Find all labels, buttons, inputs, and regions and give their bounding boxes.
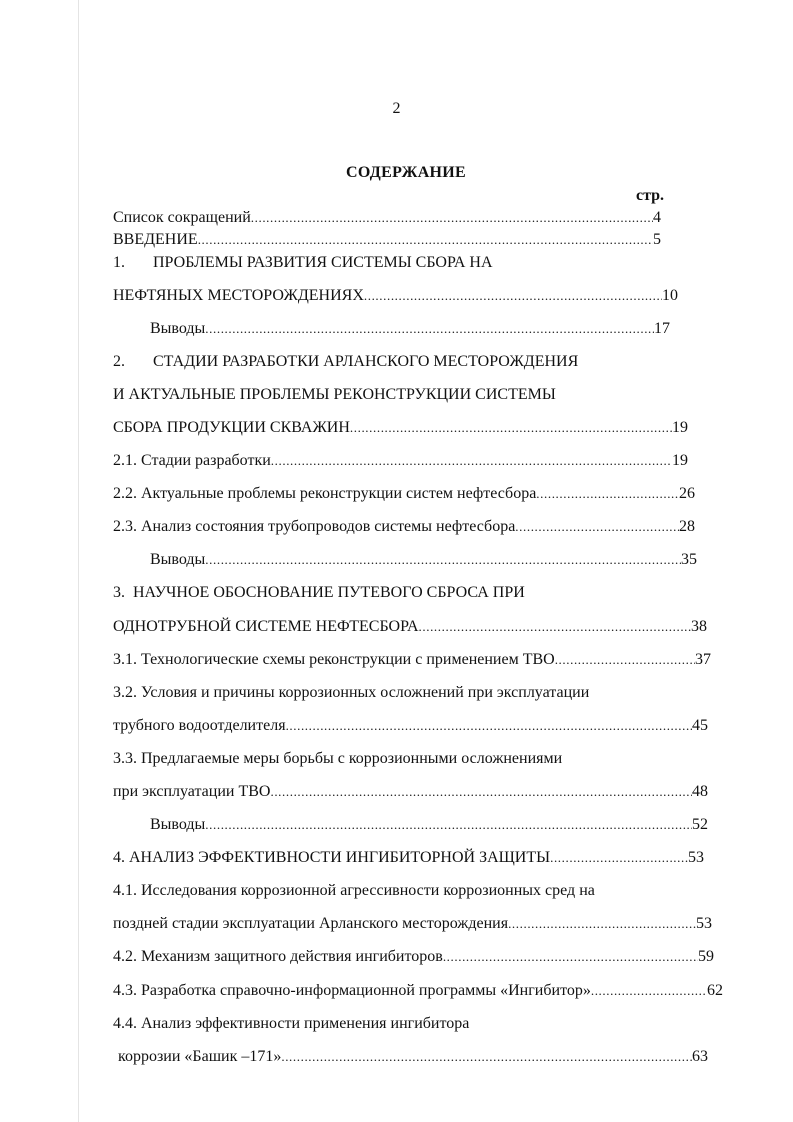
dot-leader [286, 715, 692, 737]
toc-entry-text: 4.2. Механизм защитного действия ингибиторов [113, 948, 443, 965]
toc-entry-page: 35 [681, 551, 697, 568]
dot-leader [364, 285, 662, 307]
toc-entry-page: 53 [696, 915, 712, 932]
toc-entry-text: ВВЕДЕНИЕ [113, 231, 198, 248]
page-number: 2 [392, 100, 401, 117]
toc-entry-page: 62 [707, 982, 723, 999]
toc-entry-chapter-1[interactable] [113, 285, 678, 307]
dot-leader [443, 946, 698, 968]
toc-title: СОДЕРЖАНИЕ [345, 164, 467, 181]
page-column-header: стр. [636, 187, 665, 204]
dot-leader [270, 781, 692, 803]
toc-entry-4-4[interactable] [118, 1046, 708, 1068]
dot-leader [281, 1046, 692, 1068]
toc-3-3-heading[interactable]: 3.3. Предлагаемые меры борьбы с коррозионными осложнениями [113, 750, 563, 767]
dot-leader [205, 318, 654, 340]
toc-entry-2-1[interactable] [113, 450, 688, 472]
toc-entry-2-3[interactable] [113, 516, 695, 538]
dot-leader [198, 229, 653, 251]
toc-entry-text: 2.3. Анализ состояния трубопроводов системы нефтесбора [113, 518, 516, 535]
toc-entry-3-1[interactable] [113, 649, 711, 671]
toc-entry-chapter-3[interactable] [113, 616, 707, 638]
toc-entry-2-2[interactable] [113, 483, 695, 505]
toc-4-1-heading[interactable]: 4.1. Исследования коррозионной агрессивности коррозионных сред на [113, 882, 595, 899]
toc-entry-text: 4. АНАЛИЗ ЭФФЕКТИВНОСТИ ИНГИБИТОРНОЙ ЗАЩИТЫ [113, 849, 551, 866]
toc-entry-chapter-1-conclusions[interactable] [150, 318, 670, 340]
toc-entry-page: 19 [672, 452, 688, 469]
toc-entry-chapter-2[interactable] [113, 417, 688, 439]
toc-entry-text: Выводы [150, 320, 206, 337]
dot-leader [515, 516, 679, 538]
toc-entry-page: 4 [653, 209, 661, 226]
toc-entry-introduction[interactable] [113, 229, 661, 251]
toc-entry-page: 17 [654, 320, 670, 337]
toc-entry-4-3[interactable] [113, 980, 723, 1002]
toc-4-4-heading[interactable]: 4.4. Анализ эффективности применения ингибитора [113, 1015, 470, 1032]
toc-entry-page: 63 [692, 1048, 708, 1065]
dot-leader [350, 417, 672, 439]
toc-entry-page: 28 [679, 518, 695, 535]
toc-entry-page: 38 [691, 618, 707, 635]
toc-chapter-2-heading[interactable]: 2. СТАДИИ РАЗРАБОТКИ АРЛАНСКОГО МЕСТОРОЖДЕНИЯ [113, 353, 579, 370]
toc-entry-page: 37 [695, 651, 711, 668]
toc-entry-3-3[interactable] [113, 781, 708, 803]
dot-leader [555, 649, 695, 671]
toc-entry-chapter-2-conclusions[interactable] [150, 549, 697, 571]
dot-leader [205, 814, 692, 836]
toc-entry-abbreviations[interactable] [113, 207, 661, 229]
toc-entry-text: Список сокращений [113, 209, 251, 226]
toc-entry-text: ОДНОТРУБНОЙ СИСТЕМЕ НЕФТЕСБОРА [113, 618, 419, 635]
toc-entry-page: 10 [662, 287, 678, 304]
toc-entry-page: 5 [653, 231, 661, 248]
dot-leader [550, 847, 688, 869]
toc-chapter-2-heading-cont[interactable]: И АКТУАЛЬНЫЕ ПРОБЛЕМЫ РЕКОНСТРУКЦИИ СИСТЕМЫ [113, 386, 556, 403]
toc-entry-text: коррозии «Башик –171» [118, 1048, 282, 1065]
toc-entry-text: Выводы [150, 816, 206, 833]
dot-leader [251, 207, 653, 229]
toc-entry-text: СБОРА ПРОДУКЦИИ СКВАЖИН [113, 419, 350, 436]
toc-entry-chapter-4[interactable] [113, 847, 704, 869]
dot-leader [205, 549, 681, 571]
dot-leader [271, 450, 672, 472]
toc-entry-page: 48 [692, 783, 708, 800]
toc-entry-text: трубного водоотделителя [113, 717, 286, 734]
toc-entry-text: НЕФТЯНЫХ МЕСТОРОЖДЕНИЯХ [113, 287, 364, 304]
toc-entry-page: 52 [692, 816, 708, 833]
toc-3-2-heading[interactable]: 3.2. Условия и причины коррозионных осложнений при эксплуатации [113, 684, 590, 701]
toc-entry-text: 3.1. Технологические схемы реконструкции с применением ТВО [113, 651, 555, 668]
toc-entry-page: 26 [679, 485, 695, 502]
dot-leader [419, 616, 691, 638]
toc-chapter-1-heading[interactable]: 1. ПРОБЛЕМЫ РАЗВИТИЯ СИСТЕМЫ СБОРА НА [113, 254, 493, 271]
toc-entry-text: Выводы [150, 551, 206, 568]
toc-entry-text: 4.3. Разработка справочно-информационной программы «Ингибитор» [113, 982, 591, 999]
toc-entry-4-2[interactable] [113, 946, 714, 968]
dot-leader [591, 980, 707, 1002]
toc-entry-chapter-3-conclusions[interactable] [150, 814, 708, 836]
toc-chapter-3-heading[interactable]: 3. НАУЧНОЕ ОБОСНОВАНИЕ ПУТЕВОГО СБРОСА ПРИ [113, 584, 525, 601]
toc-entry-4-1[interactable] [113, 913, 712, 935]
toc-entry-text: 2.2. Актуальные проблемы реконструкции систем нефтесбора [113, 485, 537, 502]
toc-entry-page: 53 [688, 849, 704, 866]
dot-leader [508, 913, 696, 935]
toc-entry-text: поздней стадии эксплуатации Арланского месторождения [113, 915, 509, 932]
toc-entry-page: 59 [698, 948, 714, 965]
toc-entry-page: 45 [692, 717, 708, 734]
dot-leader [536, 483, 679, 505]
toc-entry-text: при эксплуатации ТВО [113, 783, 271, 800]
toc-entry-3-2[interactable] [113, 715, 708, 737]
toc-entry-page: 19 [672, 419, 688, 436]
toc-entry-text: 2.1. Стадии разработки [113, 452, 271, 469]
